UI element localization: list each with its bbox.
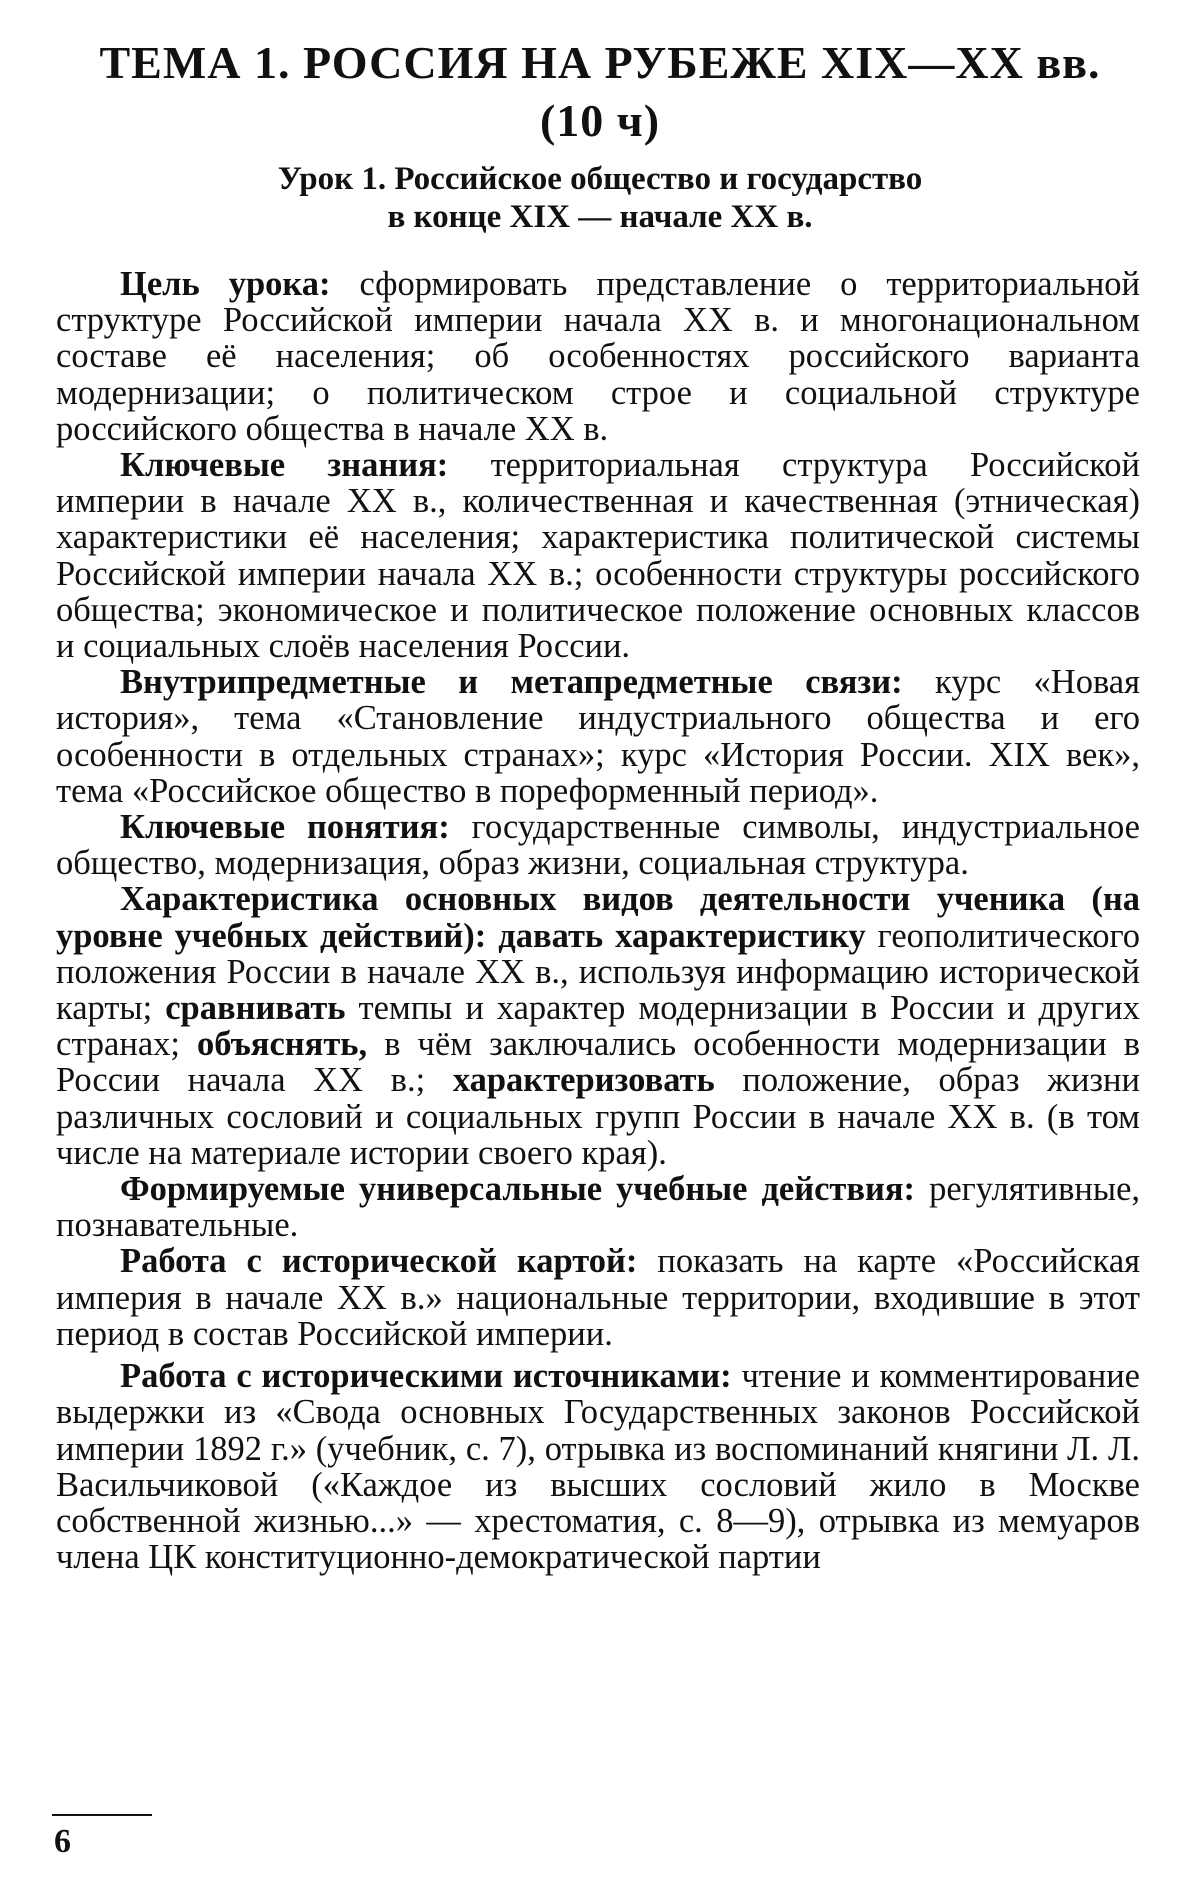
- uud-text: регулятивные, познавательные.: [56, 1170, 1141, 1245]
- activities-verb-4: характеризовать: [452, 1061, 715, 1100]
- activities-text-1: геополитического положения России в начале XX в., используя информацию исторической карты;: [56, 916, 1141, 1028]
- map-work-paragraph: [56, 1243, 1140, 1352]
- page-number: 6: [54, 1823, 71, 1860]
- links-text: курс «Новая история», тема «Становление индустриального общества и его особенности в отдельных странах»; курс «История России. XIX век», тема «Российское общество в пореформенный период».: [56, 663, 1140, 810]
- activities-text-4: положение, образ жизни различных сословий и социальных групп России в начале XX в. (в том числе на материале истории своего края).: [56, 1061, 1140, 1172]
- links-paragraph: [56, 664, 1140, 809]
- lesson-title-line-2: в конце XIX — начале XX в.: [387, 199, 813, 235]
- activities-text-3: в чём заключались особенности модернизации в России начала XX в.;: [56, 1025, 1141, 1100]
- key-knowledge-label: Ключевые знания:: [120, 446, 449, 485]
- activities-verb-2: сравнивать: [165, 989, 346, 1028]
- key-knowledge-paragraph: [56, 447, 1140, 664]
- lesson-title-line-1: Урок 1. Российское общество и государство: [277, 161, 923, 197]
- map-work-text: показать на карте «Российская империя в начале XX в.» национальные территории, входившие в этот период в состав Российской империи.: [56, 1242, 1140, 1353]
- footer-rule: [52, 1814, 152, 1816]
- topic-title: [60, 34, 1140, 150]
- activities-text-2: темпы и характер модернизации в России и других странах;: [56, 989, 1140, 1064]
- key-concepts-paragraph: [56, 809, 1140, 881]
- topic-title-line-1: ТЕМА 1. РОССИЯ НА РУБЕЖЕ XIX—XX вв.: [99, 37, 1101, 88]
- map-work-label: Работа с исторической картой:: [120, 1242, 638, 1281]
- sources-work-text: чтение и комментирование выдержки из «Свода основных Государственных законов Российской империи 1892 г.» (учебник, с. 7), отрывка из воспоминаний княгини Л. Л. Васильчиковой («Каждое из высших сословий жило в Москве собственной жизнью...» — хрестоматия, с. 8—9), отрывка из мемуаров члена ЦК конституционно-демократической партии: [56, 1357, 1140, 1577]
- key-knowledge-text: территориальная структура Российской империи в начале XX в., количественная и качественная (этническая) характеристики её населения; характеристика политической системы Российской империи начала XX в.; особенности структуры российского общества; экономическое и политическое положение основных классов и социальных слоёв населения России.: [56, 446, 1140, 666]
- uud-label: Формируемые универсальные учебные действия:: [120, 1170, 916, 1209]
- key-concepts-label: Ключевые понятия:: [120, 808, 450, 847]
- goal-paragraph: [56, 266, 1140, 447]
- sources-work-label: Работа с историческими источниками:: [120, 1357, 732, 1396]
- topic-title-line-2: (10 ч): [539, 95, 661, 146]
- sources-work-paragraph: [56, 1358, 1140, 1575]
- lesson-body: [56, 266, 1140, 1575]
- activities-verb-3: объяснять,: [197, 1025, 368, 1064]
- activities-verb-1: давать характеристику: [498, 916, 866, 955]
- activities-paragraph: [56, 881, 1140, 1171]
- goal-label: Цель урока:: [120, 265, 331, 303]
- lesson-title: [100, 160, 1100, 236]
- key-concepts-text: государственные символы, индустриальное общество, модернизация, образ жизни, социальная структура.: [56, 808, 1140, 883]
- uud-paragraph: [56, 1171, 1140, 1243]
- activities-label: Характеристика основных видов деятельности ученика (на уровне учебных действий):: [56, 880, 1140, 955]
- goal-text: сформировать представление о территориальной структуре Российской империи начала XX в. и многонациональном составе её населения; об особенностях российского варианта модернизации; о политическом строе и социальной структуре российского общества в начале XX в.: [56, 265, 1140, 448]
- links-label: Внутрипредметные и метапредметные связи:: [120, 663, 903, 702]
